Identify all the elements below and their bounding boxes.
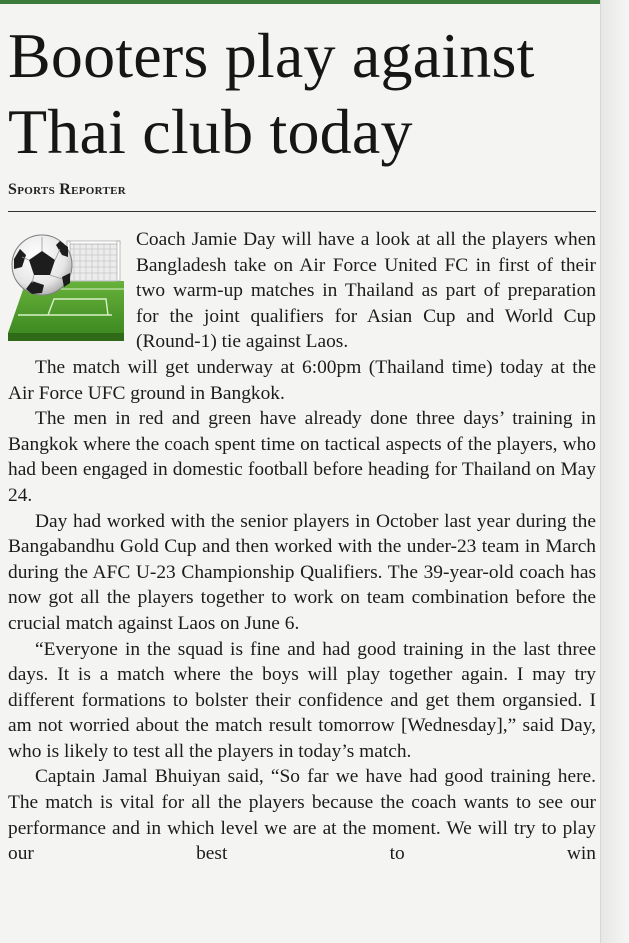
article-body: [8, 227, 596, 867]
paragraph: Captain Jamal Bhuiyan said, “So far we have had good training here. The match is vital for all the players because the coach wants to see our performance and in which level we are at the moment. We will try to play our best to win: [8, 766, 596, 865]
paragraph: The match will get underway at 6:00pm (Thailand time) today at the Air Force UFC ground in Bangkok.: [8, 356, 596, 404]
headline: Booters play against Thai club today: [8, 20, 535, 167]
paragraph: “Everyone in the squad is fine and had good training in the last three days. It is a match where the boys will play together again. I may try different formations to bolster their confidence and get them organsied. I am not worried about the match result tomorrow [Wednesday],” said Day, who is likely to test all the players in today’s match.: [8, 638, 596, 762]
paragraph: Coach Jamie Day will have a look at all the players when Bangladesh take on Air Force United FC in first of their two warm-up matches in Thailand as part of preparation for the joint qualifiers for Asian Cup and World Cup (Round-1) tie against Laos.: [136, 229, 596, 353]
byline-divider: [8, 211, 596, 212]
paragraph: Day had worked with the senior players in October last year during the Bangabandhu Gold Cup and then worked with the under-23 team in March during the AFC U-23 Championship Qualifiers. The 39-year-old coach has now got all the players together to work on team combination before the crucial match against Laos on June 6.: [8, 510, 596, 634]
top-rule: [0, 0, 600, 4]
byline: Sports Reporter: [8, 181, 127, 198]
football-pitch-icon: [8, 229, 126, 347]
paragraph: The men in red and green have already done three days’ training in Bangkok where the coach spent time on tactical aspects of the players, who had been engaged in domestic football before heading for Thailand on May 24.: [8, 408, 596, 506]
page-edge: [600, 0, 629, 943]
